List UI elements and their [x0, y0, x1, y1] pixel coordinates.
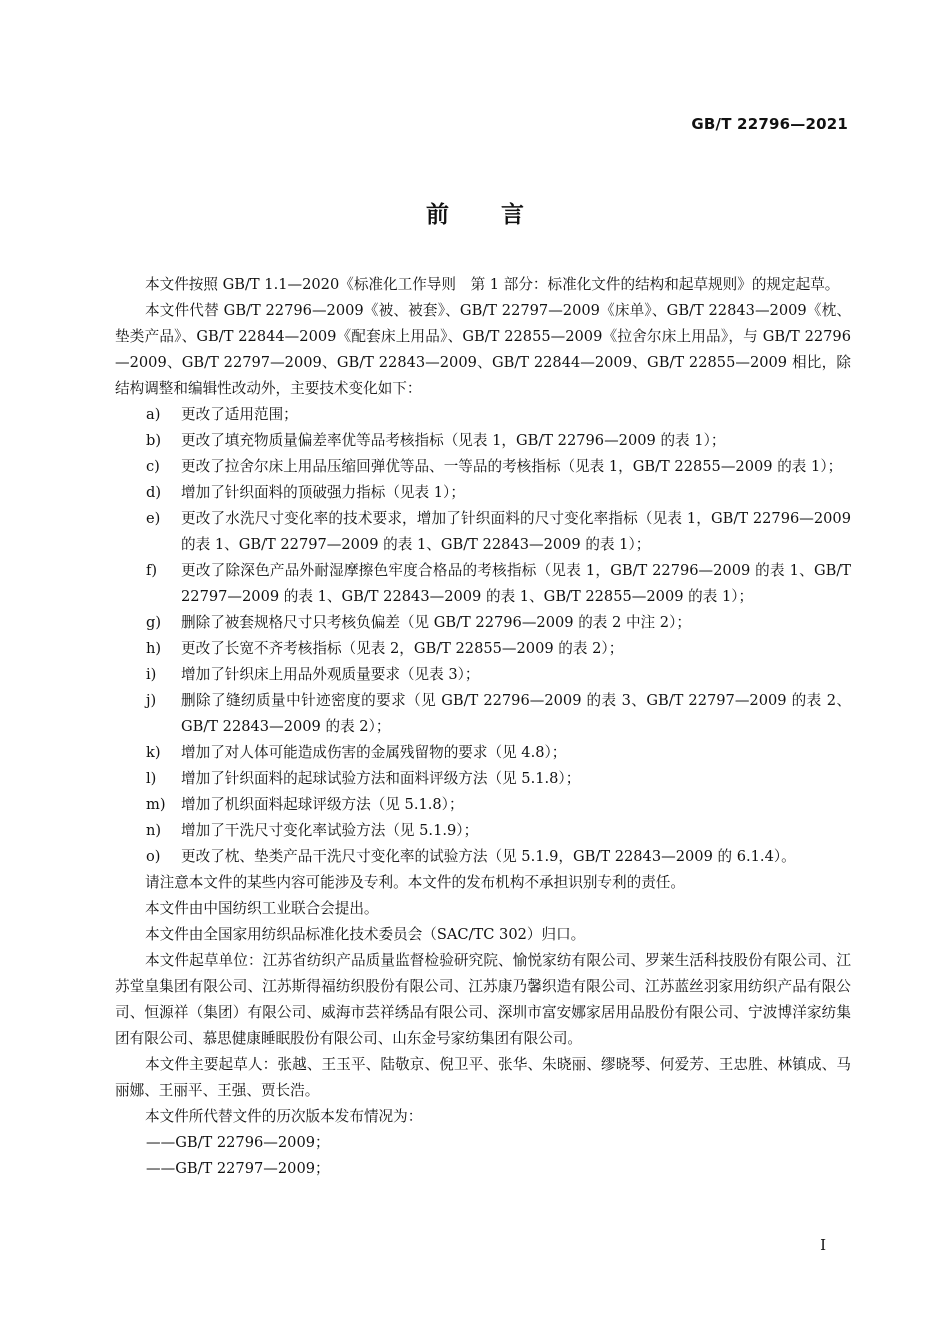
page-title: 前言 [426, 202, 576, 228]
list-item [115, 688, 851, 740]
list-item-text: 更改了拉舍尔床上用品压缩回弹优等品、一等品的考核指标（见表 1，GB/T 22855—2009 的表 1）； [181, 458, 843, 475]
page-number: I [820, 1236, 826, 1254]
list-item-label: a) [146, 406, 161, 423]
list-item [115, 740, 851, 766]
paragraph-drafters: 本文件主要起草人：张越、王玉平、陆敬京、倪卫平、张华、朱晓丽、缪晓琴、何爱芳、王忠胜、林镇成、马丽娜、王丽平、王强、贾长浩。 [115, 1056, 851, 1099]
list-item-text: 增加了针织面料的起球试验方法和面料评级方法（见 5.1.8）； [181, 770, 581, 787]
list-item-text: 增加了针织床上用品外观质量要求（见表 3）； [181, 666, 480, 683]
paragraph-proposed-by: 本文件由中国纺织工业联合会提出。 [145, 900, 379, 917]
paragraph-drafting-rules: 本文件按照 GB/T 1.1—2020《标准化工作导则 第 1 部分：标准化文件的结构和起草规则》的规定起草。 [145, 276, 840, 293]
list-item [115, 818, 851, 844]
list-item-text: 更改了除深色产品外耐湿摩擦色牢度合格品的考核指标（见表 1，GB/T 22796—2009 的表 1、GB/T 22797—2009 的表 1、GB/T 22843—2009 的表 1、GB/T 22855—2009 的表 1）； [181, 562, 851, 605]
list-item-label: o) [146, 848, 161, 865]
list-item [115, 506, 851, 558]
history-item: ——GB/T 22796—2009； [146, 1134, 330, 1151]
paragraph-technical-committee: 本文件由全国家用纺织品标准化技术委员会（SAC/TC 302）归口。 [145, 926, 586, 943]
list-item-label: n) [146, 822, 162, 839]
list-item-text: 更改了枕、垫类产品干洗尺寸变化率的试验方法（见 5.1.9，GB/T 22843—2009 的 6.1.4）。 [181, 848, 796, 865]
paragraph-patent-notice: 请注意本文件的某些内容可能涉及专利。本文件的发布机构不承担识别专利的责任。 [145, 874, 685, 891]
list-item-text: 更改了填充物质量偏差率优等品考核指标（见表 1，GB/T 22796—2009 的表 1）； [181, 432, 726, 449]
paragraph-drafting-units: 本文件起草单位：江苏省纺织产品质量监督检验研究院、愉悦家纺有限公司、罗莱生活科技股份有限公司、江苏堂皇集团有限公司、江苏斯得福纺织股份有限公司、江苏康乃馨织造有限公司、江苏蓝丝羽家用纺织产品有限公司、恒源祥（集团）有限公司、威海市芸祥绣品有限公司、深圳市富安娜家居用品股份有限公司、宁波博洋家纺集团有限公司、慕思健康睡眠股份有限公司、山东金号家纺集团有限公司。 [115, 952, 851, 1047]
list-item [115, 792, 851, 818]
list-item-label: f) [146, 562, 158, 579]
list-item-text: 增加了对人体可能造成伤害的金属残留物的要求（见 4.8）； [181, 744, 567, 761]
list-item-label: i) [146, 666, 157, 683]
list-item-label: e) [146, 510, 161, 527]
list-item-text: 更改了水洗尺寸变化率的技术要求，增加了针织面料的尺寸变化率指标（见表 1，GB/T 22796—2009 的表 1、GB/T 22797—2009 的表 1、GB/T 22843—2009 的表 1）； [181, 510, 851, 553]
paragraph-replacement: 本文件代替 GB/T 22796—2009《被、被套》、GB/T 22797—2009《床单》、GB/T 22843—2009《枕、垫类产品》、GB/T 22844—2009《配套床上用品》、GB/T 22855—2009《拉舍尔床上用品》，与 GB/T 22796—2009、GB/T 22797—2009、GB/T 22843—2009、GB/T 22844—2009、GB/T 22855—2009 相比，除结构调整和编辑性改动外，主要技术变化如下： [115, 302, 851, 397]
list-item-text: 删除了被套规格尺寸只考核负偏差（见 GB/T 22796—2009 的表 2 中注 2）； [181, 614, 691, 631]
list-item [115, 610, 851, 636]
list-item-text: 增加了机织面料起球评级方法（见 5.1.8）； [181, 796, 464, 813]
list-item-label: g) [146, 614, 162, 631]
list-item [115, 662, 851, 688]
standard-number: GB/T 22796—2021 [691, 115, 848, 133]
list-item [115, 558, 851, 610]
list-item-label: l) [146, 770, 157, 787]
list-item-text: 更改了适用范围； [181, 406, 298, 423]
list-item [115, 428, 851, 454]
list-item-label: m) [146, 796, 166, 813]
foreword-body [115, 272, 851, 1182]
list-item-label: b) [146, 432, 162, 449]
list-item-label: j) [146, 692, 157, 709]
list-item-label: c) [146, 458, 160, 475]
list-item-label: k) [146, 744, 161, 761]
list-item-text: 删除了缝纫质量中针迹密度的要求（见 GB/T 22796—2009 的表 3、GB/T 22797—2009 的表 2、GB/T 22843—2009 的表 2）； [181, 692, 851, 735]
history-item: ——GB/T 22797—2009； [146, 1160, 330, 1177]
paragraph-history-intro: 本文件所代替文件的历次版本发布情况为： [145, 1108, 423, 1125]
list-item [115, 844, 851, 870]
list-item [115, 480, 851, 506]
changes-list [115, 402, 851, 870]
list-item [115, 402, 851, 428]
list-item-text: 更改了长宽不齐考核指标（见表 2，GB/T 22855—2009 的表 2）； [181, 640, 624, 657]
list-item [115, 636, 851, 662]
list-item-label: d) [146, 484, 162, 501]
list-item [115, 766, 851, 792]
list-item-text: 增加了针织面料的顶破强力指标（见表 1）； [181, 484, 465, 501]
list-item-text: 增加了干洗尺寸变化率试验方法（见 5.1.9）； [181, 822, 479, 839]
list-item [115, 454, 851, 480]
list-item-label: h) [146, 640, 162, 657]
